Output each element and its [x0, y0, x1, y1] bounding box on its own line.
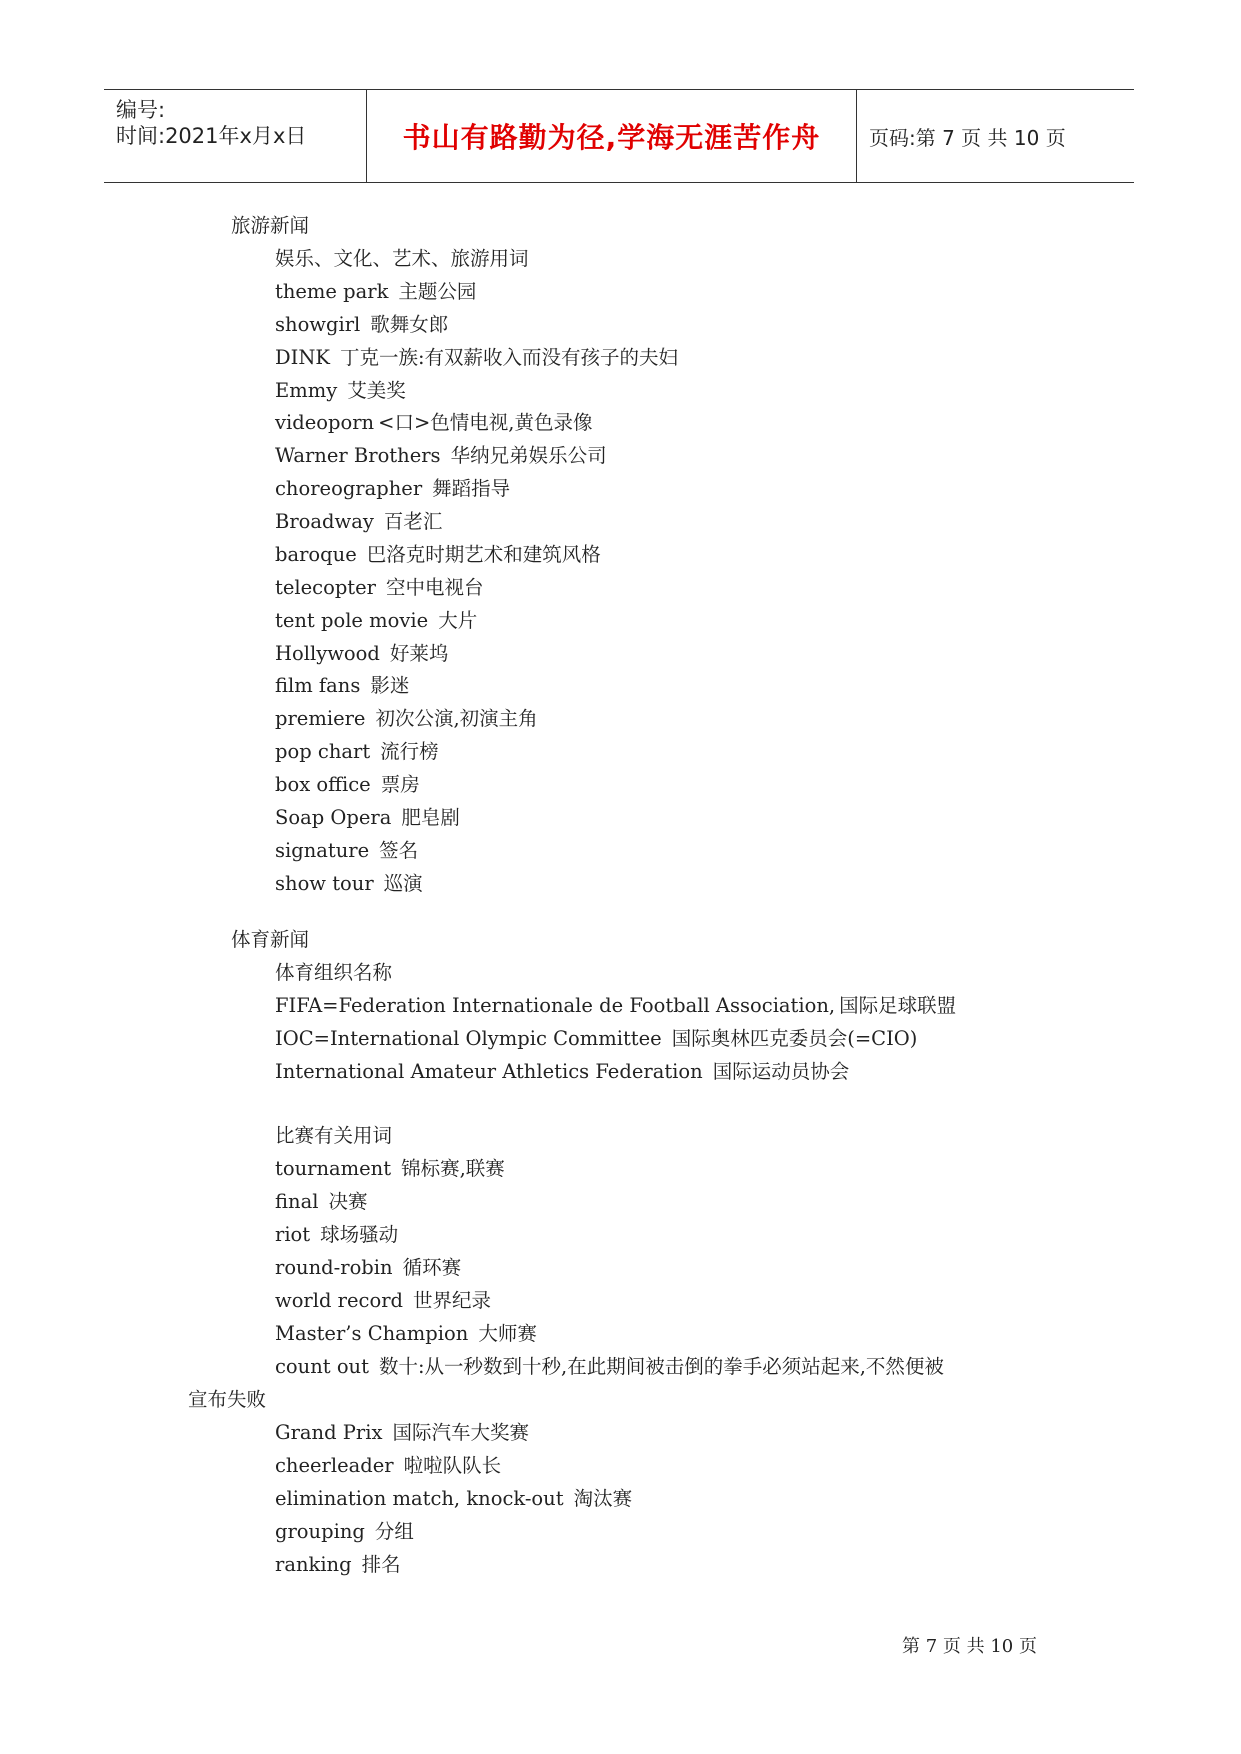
term: world record [275, 1289, 403, 1312]
term: IOC=International Olympic Committee [275, 1027, 662, 1050]
vocab-entry [275, 1522, 414, 1542]
section-heading-sports: 体育新闻 [231, 928, 310, 951]
vocab-entry [275, 479, 510, 499]
term: tournament [275, 1157, 392, 1180]
vocab-entry [275, 446, 607, 466]
vocab-entry [275, 874, 423, 894]
term: final [275, 1190, 319, 1213]
vocab-entry [275, 1225, 398, 1245]
vocab-entry [275, 1159, 505, 1179]
meaning: 淘汰赛 [573, 1487, 633, 1510]
vocab-entry [275, 348, 678, 368]
vocab-entry [275, 1555, 401, 1575]
vocab-entry [275, 1423, 529, 1443]
term: Soap Opera [275, 806, 392, 829]
vocab-entry [275, 742, 439, 762]
page-footer [902, 1632, 1037, 1658]
term: showgirl [275, 313, 361, 336]
meaning: 初次公演,初演主角 [375, 707, 538, 730]
vocab-entry [275, 1291, 491, 1311]
meaning: 数十:从一秒数到十秒,在此期间被击倒的拳手必须站起来,不然便被 [378, 1355, 944, 1378]
entry-continuation: 宣布失败 [188, 1388, 267, 1411]
meaning: 国际奥林匹克委员会(=CIO) [671, 1027, 918, 1050]
meaning: 签名 [379, 839, 419, 862]
term: film fans [275, 674, 361, 697]
org-entry [275, 1029, 917, 1049]
meaning: 票房 [380, 773, 420, 796]
vocab-entry [275, 381, 406, 401]
vocab-entry [275, 808, 460, 828]
term: round-robin [275, 1256, 393, 1279]
term: baroque [275, 543, 357, 566]
meaning: 球场骚动 [320, 1223, 399, 1246]
vocab-entry [275, 1192, 367, 1212]
meaning: 啦啦队队长 [403, 1454, 502, 1477]
vocab-entry [275, 676, 409, 696]
term: Master’s Champion [275, 1322, 469, 1345]
term: Grand Prix [275, 1421, 383, 1444]
number-label: 编号: [116, 98, 166, 122]
term: International Amateur Athletics Federation [275, 1060, 703, 1083]
vocab-entry [275, 644, 448, 664]
meaning: 排名 [361, 1553, 401, 1576]
section-heading-travel: 旅游新闻 [231, 214, 310, 237]
meaning: 决赛 [328, 1190, 368, 1213]
vocab-entry [275, 1456, 501, 1476]
term: Warner Brothers [275, 444, 441, 467]
term: tent pole movie [275, 609, 429, 632]
meaning: 国际运动员协会 [712, 1060, 850, 1083]
vocab-entry [275, 1489, 632, 1509]
meaning: 主题公园 [398, 280, 477, 303]
meaning: 舞蹈指导 [432, 477, 511, 500]
vocab-entry [275, 611, 477, 631]
meaning: 好莱坞 [389, 642, 449, 665]
meaning: 华纳兄弟娱乐公司 [450, 444, 607, 467]
page-number-cell [857, 90, 1134, 182]
term: FIFA=Federation Internationale de Football Association, [275, 994, 836, 1017]
meaning: 世界纪录 [413, 1289, 492, 1312]
term: videoporn [275, 411, 375, 434]
term: Emmy [275, 379, 338, 402]
term: premiere [275, 707, 366, 730]
vocab-entry [275, 315, 448, 335]
term: cheerleader [275, 1454, 394, 1477]
term: riot [275, 1223, 311, 1246]
header-meta-cell [104, 90, 367, 182]
term: box office [275, 773, 371, 796]
term: count out [275, 1355, 369, 1378]
meaning: 巡演 [383, 872, 423, 895]
meaning: 分组 [374, 1520, 414, 1543]
term: ranking [275, 1553, 352, 1576]
term: Broadway [275, 510, 374, 533]
meaning: 大片 [438, 609, 478, 632]
meaning: 大师赛 [478, 1322, 537, 1345]
meaning: 流行榜 [380, 740, 439, 763]
term: DINK [275, 346, 330, 369]
meaning: 丁克一族:有双薪收入而没有孩子的夫妇 [339, 346, 679, 369]
term: Hollywood [275, 642, 380, 665]
meaning: 锦标赛,联赛 [401, 1157, 505, 1180]
term: telecopter [275, 576, 376, 599]
vocab-entry [275, 775, 420, 795]
sub-heading-organizations: 体育组织名称 [275, 961, 393, 984]
meaning: 循环赛 [402, 1256, 462, 1279]
page-number-label: 页码:第 7 页 共 10 页 [869, 125, 1066, 150]
term: theme park [275, 280, 389, 303]
vocab-entry [275, 545, 601, 565]
time-label: 时间:2021年x月x日 [116, 124, 307, 148]
org-entry [275, 1062, 849, 1082]
page-header [104, 89, 1134, 183]
vocab-entry [275, 282, 476, 302]
sub-heading-entertainment: 娱乐、文化、艺术、旅游用词 [275, 247, 529, 270]
vocab-entry [275, 841, 418, 861]
sub-heading-match-terms: 比赛有关用词 [275, 1124, 393, 1147]
vocab-entry [275, 1357, 944, 1377]
motto-text: 书山有路勤为径,学海无涯苦作舟 [402, 121, 821, 154]
meaning: 国际足球联盟 [839, 994, 957, 1017]
meaning: <口>色情电视,黄色录像 [378, 411, 593, 434]
term: grouping [275, 1520, 365, 1543]
meaning: 肥皂剧 [401, 806, 460, 829]
vocab-entry [275, 1324, 537, 1344]
vocab-entry [275, 413, 593, 433]
meaning: 影迷 [370, 674, 410, 697]
meaning: 艾美奖 [347, 379, 406, 402]
term: show tour [275, 872, 374, 895]
vocab-entry [275, 709, 538, 729]
meaning: 空中电视台 [386, 576, 484, 599]
meaning: 国际汽车大奖赛 [392, 1421, 529, 1444]
term: signature [275, 839, 370, 862]
term: pop chart [275, 740, 371, 763]
vocab-entry [275, 578, 484, 598]
meaning: 巴洛克时期艺术和建筑风格 [366, 543, 601, 566]
vocab-entry [275, 1258, 461, 1278]
footer-page-number: 第 7 页 共 10 页 [902, 1636, 1037, 1657]
org-entry [275, 996, 956, 1016]
motto-cell [367, 90, 857, 182]
term: choreographer [275, 477, 423, 500]
meaning: 百老汇 [383, 510, 443, 533]
meaning: 歌舞女郎 [370, 313, 449, 336]
term: elimination match, knock-out [275, 1487, 564, 1510]
vocab-entry [275, 512, 442, 532]
